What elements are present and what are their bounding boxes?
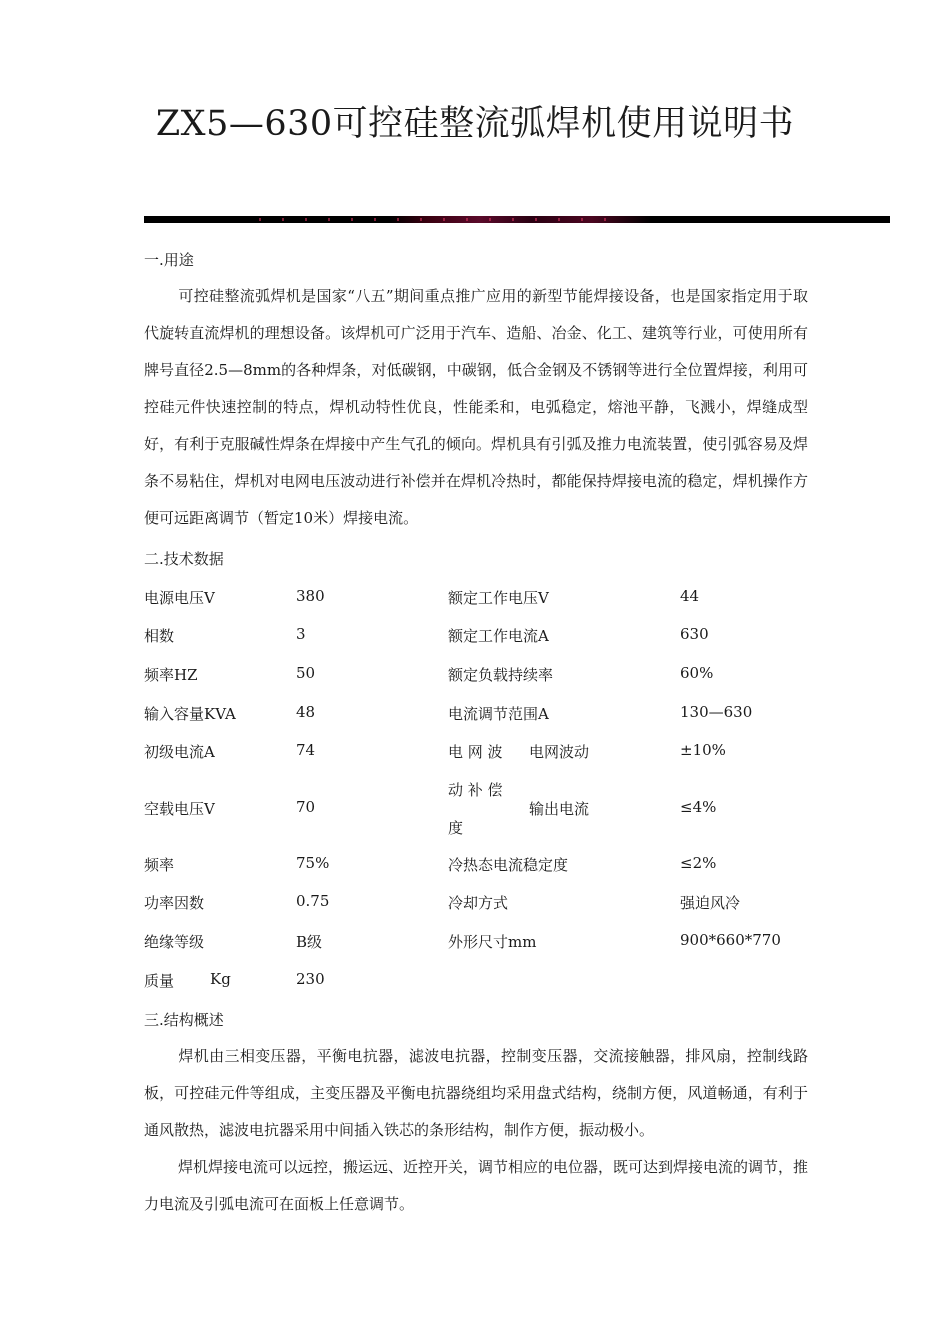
spec-label: 输入容量KVA	[144, 705, 236, 723]
spec-label: 冷却方式	[448, 894, 509, 912]
spec-value: 900*660*770	[680, 931, 781, 949]
structure-paragraph-1	[144, 1038, 808, 1149]
structure-paragraph-1-text: 焊机由三相变压器，平衡电抗器，滤波电抗器，控制变压器，交流接触器，排风扇，控制线路板，可控硅元件等组成，主变压器及平衡电抗器绕组均采用盘式结构，绕制方便，风道畅通，有利于通风散热，滤波电抗器采用中间插入铁芯的条形结构，制作方便，振动极小。	[144, 1047, 808, 1139]
spec-label: 电源电压V	[144, 589, 215, 607]
spec-value: 50	[296, 664, 316, 682]
spec-label: 额定工作电压V	[448, 589, 549, 607]
spec-label-group: 动 补 偿	[448, 781, 503, 799]
section-heading-tech-data: 二.技术数据	[144, 550, 224, 568]
spec-value: B级	[296, 933, 323, 951]
spec-unit: Kg	[210, 970, 231, 988]
spec-value: 74	[296, 741, 316, 759]
spec-label: 额定工作电流A	[448, 627, 549, 645]
structure-paragraph-2	[144, 1149, 808, 1223]
spec-value: 3	[296, 625, 306, 643]
spec-value: 44	[680, 587, 700, 605]
spec-value: ±10%	[680, 741, 726, 759]
usage-paragraph-text: 可控硅整流弧焊机是国家“八五”期间重点推广应用的新型节能焊接设备，也是国家指定用于取代旋转直流焊机的理想设备。该焊机可广泛用于汽车、造船、冶金、化工、建筑等行业，可使用所有牌号直径2.5—8mm的各种焊条，对低碳钢，中碳钢，低合金钢及不锈钢等进行全位置焊接，利用可控硅元件快速控制的特点，焊机动特性优良，性能柔和，电弧稳定，熔池平静，飞溅小，焊缝成型好，有利于克服碱性焊条在焊接中产生气孔的倾向。焊机具有引弧及推力电流装置，使引弧容易及焊条不易粘住，焊机对电网电压波动进行补偿并在焊机冷热时，都能保持焊接电流的稳定，焊机操作方便可远距离调节（暂定10米）焊接电流。	[144, 287, 808, 527]
spec-label: 功率因数	[144, 894, 205, 912]
section-heading-structure: 三.结构概述	[144, 1011, 224, 1029]
spec-label: 绝缘等级	[144, 933, 205, 951]
spec-value: 380	[296, 587, 325, 605]
structure-paragraph-2-text: 焊机焊接电流可以远控，搬运远、近控开关，调节相应的电位器，既可达到焊接电流的调节，推力电流及引弧电流可在面板上任意调节。	[144, 1158, 809, 1213]
spec-label: 电流调节范围A	[448, 705, 549, 723]
spec-value: 130—630	[680, 703, 753, 721]
spec-label: 质量	[144, 972, 175, 990]
spec-value: 0.75	[296, 892, 330, 910]
spec-label: 冷热态电流稳定度	[448, 856, 569, 874]
spec-value: 230	[296, 970, 325, 988]
spec-value: ≤4%	[680, 798, 717, 816]
spec-label: 相数	[144, 627, 175, 645]
section-heading-usage: 一.用途	[144, 251, 194, 269]
spec-label: 额定负载持续率	[448, 666, 554, 684]
title-divider-texture	[250, 218, 610, 221]
usage-paragraph	[144, 278, 808, 537]
spec-label: 频率HZ	[144, 666, 198, 684]
spec-value: 60%	[680, 664, 714, 682]
document-title: ZX5—630可控硅整流弧焊机使用说明书	[155, 104, 795, 144]
spec-value: 强迫风冷	[680, 894, 741, 912]
spec-label-group: 度	[448, 819, 464, 837]
spec-label-group: 电 网 波	[448, 743, 503, 761]
spec-label: 空载电压V	[144, 800, 215, 818]
spec-value: 70	[296, 798, 316, 816]
spec-value: 48	[296, 703, 316, 721]
spec-label: 频率	[144, 856, 175, 874]
spec-label: 输出电流	[529, 800, 590, 818]
spec-value: 75%	[296, 854, 330, 872]
spec-label: 初级电流A	[144, 743, 215, 761]
spec-value: 630	[680, 625, 709, 643]
spec-label: 电网波动	[529, 743, 590, 761]
spec-value: ≤2%	[680, 854, 717, 872]
spec-label: 外形尺寸mm	[448, 933, 537, 951]
